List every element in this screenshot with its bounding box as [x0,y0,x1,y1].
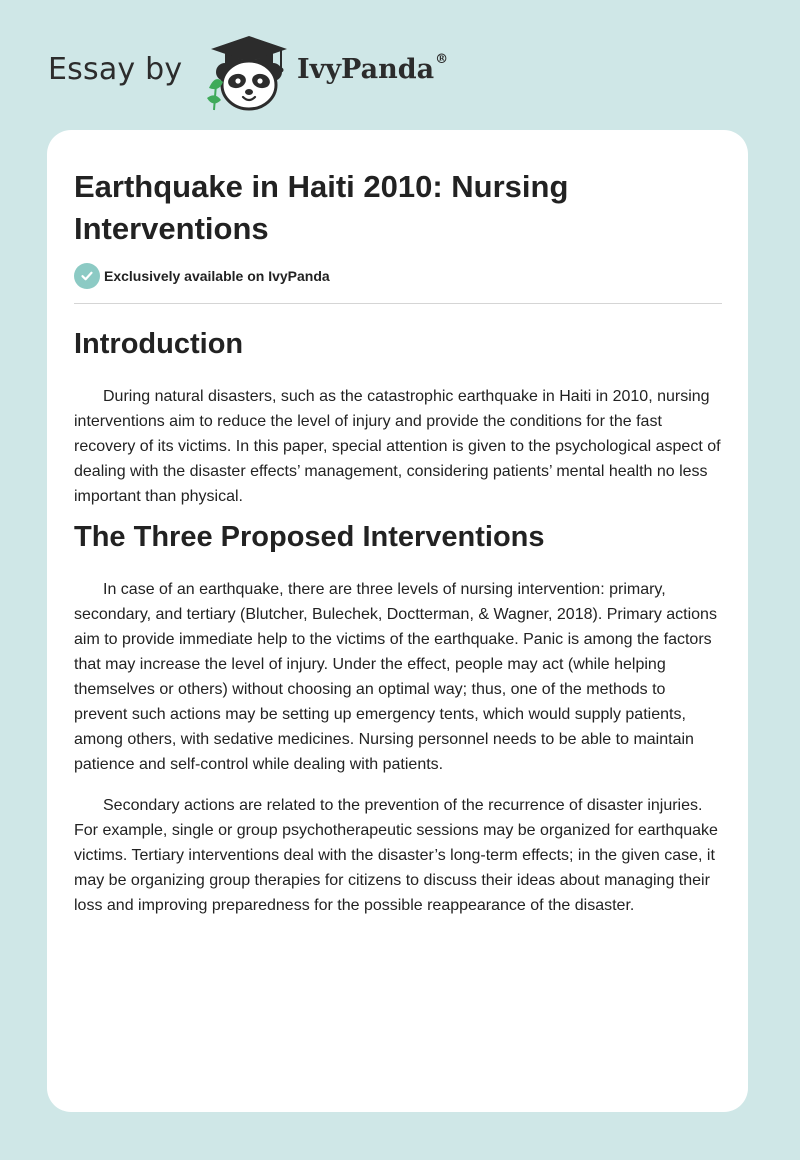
exclusive-badge [74,263,330,289]
site-header [48,34,468,114]
divider [74,303,722,304]
exclusive-badge-text: Exclusively available on IvyPanda [104,268,330,284]
brand-name[interactable] [297,54,448,85]
panda-graduate-logo-icon[interactable] [203,34,295,112]
essay-by-label: Essay by [48,52,183,87]
check-circle-icon [74,263,100,289]
page-title: Earthquake in Haiti 2010: Nursing Interventions [74,169,569,246]
essay-body [74,324,722,918]
checkmark-icon [80,269,94,283]
registered-mark: ® [435,52,449,67]
paragraph: During natural disasters, such as the catastrophic earthquake in Haiti in 2010, nursing interventions aim to reduce the level of injury and provide the conditions for the fast recovery of its victims. In this paper, special attention is given to the psychological aspect of dealing with the disaster effects’ management, considering patients’ mental health no less important than physical. [74,388,721,505]
brand-name-text: IvyPanda [297,54,435,85]
section-heading-introduction: Introduction [74,328,244,360]
essay-card [47,130,748,1112]
paragraph: In case of an earthquake, there are three levels of nursing intervention: primary, secondary, and tertiary (Blutcher, Bulechek, Doctterman, & Wagner, 2018). Primary actions aim to provide immediate help to the victims of the earthquake. Panic is among the factors that may increase the level of injury. Under the effect, people may act (while helping themselves or others) without choosing an optimal way; thus, one of the methods to prevent such actions may be setting up emergency tents, which would supply patients, among others, with sedative medicines. Nursing personnel needs to be able to maintain patience and self-control while dealing with patients. [74,581,717,773]
panda-logo-svg [203,34,295,112]
paragraph: Secondary actions are related to the prevention of the recurrence of disaster injuries. For example, single or group psychotherapeutic sessions may be organized for earthquake victims. Tertiary interventions deal with the disaster’s long-term effects; in the given case, it may be organizing group therapies for citizens to discuss their ideas about managing their loss and improving preparedness for the possible reappearance of the disaster. [74,797,718,914]
section-heading-three-interventions: The Three Proposed Interventions [74,521,545,553]
